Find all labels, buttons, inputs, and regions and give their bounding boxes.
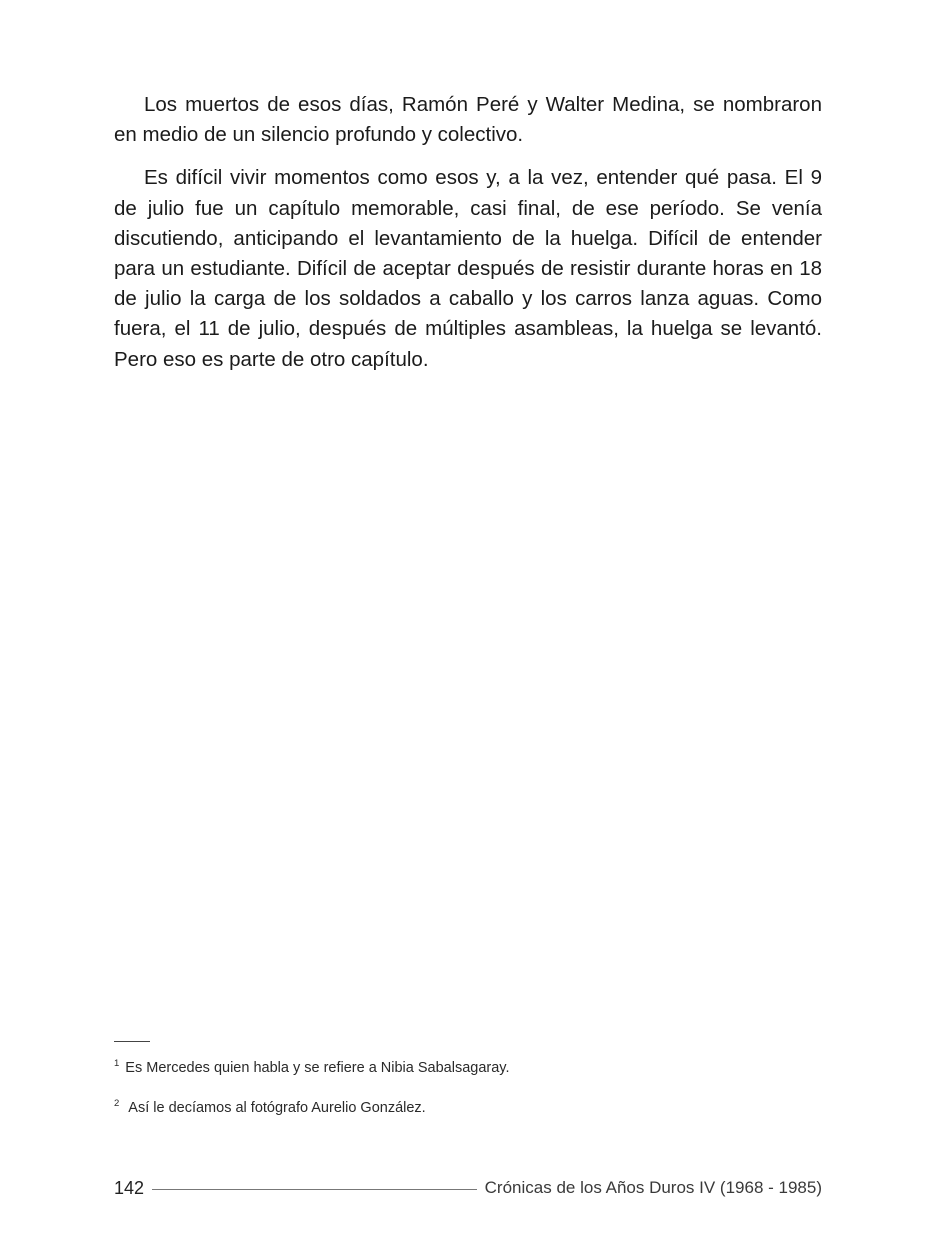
footnote — [114, 1058, 510, 1078]
body-text — [114, 90, 822, 375]
page-number: 142 — [114, 1177, 145, 1198]
footnote — [114, 1098, 426, 1118]
footnote-marker: 1 — [114, 1058, 120, 1070]
paragraph: Es difícil vivir momentos como esos y, a la vez, entender qué pasa. El 9 de julio fue un capítulo memorable, casi final, de ese período. Se venía discutiendo, anticipando el levantamiento de la huelga. Difícil de entender para un estudiante. Difícil de aceptar después de resistir durante horas en 18 de julio la carga de los soldados a caballo y los carros lanza aguas. Como fuera, el 11 de julio, después de múltiples asambleas, la huelga se levantó. Pero eso es parte de otro capítulo. — [114, 166, 822, 371]
paragraph: Los muertos de esos días, Ramón Peré y Walter Medina, se nombraron en medio de un silencio profundo y colectivo. — [114, 93, 822, 147]
page-footer — [114, 1175, 822, 1201]
running-title: Crónicas de los Años Duros IV (1968 - 1985) — [484, 1178, 822, 1197]
footer-rule — [152, 1189, 477, 1190]
footnote-marker: 2 — [114, 1098, 120, 1110]
footnote-text: Es Mercedes quien habla y se refiere a Nibia Sabalsagaray. — [125, 1060, 510, 1076]
footnote-separator — [114, 1041, 150, 1042]
footnote-text: Así le decíamos al fotógrafo Aurelio González. — [128, 1100, 426, 1116]
